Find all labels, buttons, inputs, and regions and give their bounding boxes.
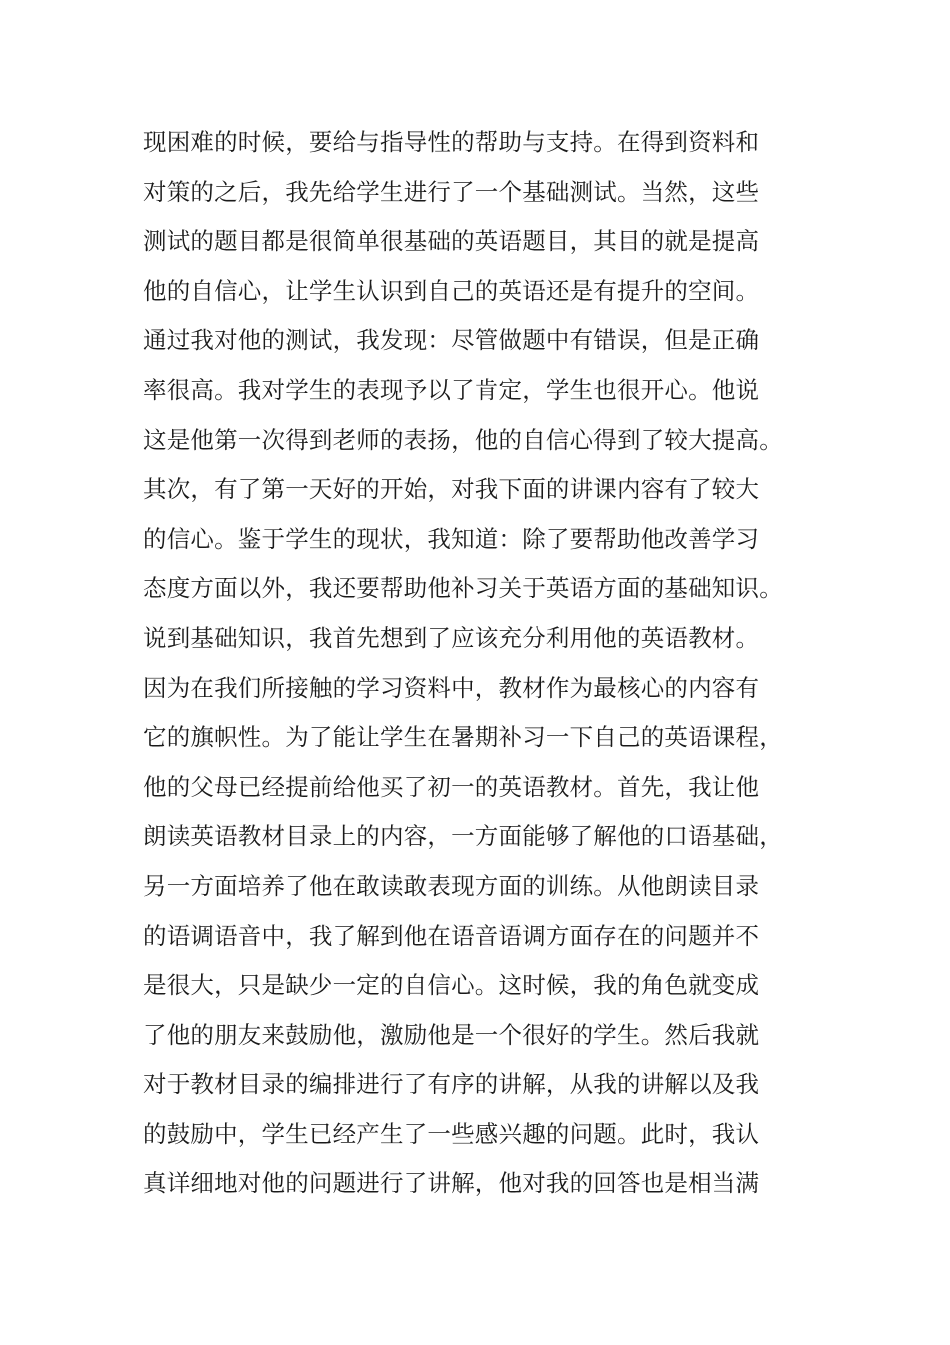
text-line: 现困难的时候，要给与指导性的帮助与支持。在得到资料和 xyxy=(143,128,760,156)
text-line: 真详细地对他的问题进行了讲解，他对我的回答也是相当满 xyxy=(143,1169,760,1198)
text-line: 他的父母已经提前给他买了初一的英语教材。首先，我让他 xyxy=(143,772,760,801)
text-line: 是很大，只是缺少一定的自信心。这时候，我的角色就变成 xyxy=(143,971,760,1000)
text-line: 的信心。鉴于学生的现状，我知道：除了要帮助他改善学习 xyxy=(143,524,760,553)
text-line: 通过我对他的测试，我发现：尽管做题中有错误，但是正确 xyxy=(143,326,760,355)
text-line: 朗读英语教材目录上的内容，一方面能够了解他的口语基础， xyxy=(143,822,783,851)
text-line: 的语调语音中，我了解到他在语音语调方面存在的问题并不 xyxy=(143,921,760,950)
text-line: 的鼓励中，学生已经产生了一些感兴趣的问题。此时，我认 xyxy=(143,1119,760,1148)
text-line: 这是他第一次得到老师的表扬，他的自信心得到了较大提高。 xyxy=(143,425,783,454)
text-line: 测试的题目都是很简单很基础的英语题目，其目的就是提高 xyxy=(143,227,760,256)
text-line: 其次，有了第一天好的开始，对我下面的讲课内容有了较大 xyxy=(143,475,760,504)
text-line: 另一方面培养了他在敢读敢表现方面的训练。从他朗读目录 xyxy=(143,871,760,900)
text-line: 他的自信心，让学生认识到自己的英语还是有提升的空间。 xyxy=(143,276,760,305)
body-text xyxy=(143,118,783,1209)
text-line: 说到基础知识，我首先想到了应该充分利用他的英语教材。 xyxy=(143,623,760,652)
text-line: 态度方面以外，我还要帮助他补习关于英语方面的基础知识。 xyxy=(143,574,783,603)
text-line: 因为在我们所接触的学习资料中，教材作为最核心的内容有 xyxy=(143,673,760,702)
text-line: 率很高。我对学生的表现予以了肯定，学生也很开心。他说 xyxy=(143,375,760,404)
text-line: 对于教材目录的编排进行了有序的讲解，从我的讲解以及我 xyxy=(143,1070,760,1099)
text-line: 它的旗帜性。为了能让学生在暑期补习一下自己的英语课程， xyxy=(143,723,783,752)
text-line: 了他的朋友来鼓励他，激励他是一个很好的学生。然后我就 xyxy=(143,1020,760,1049)
text-line: 对策的之后，我先给学生进行了一个基础测试。当然，这些 xyxy=(143,177,760,206)
